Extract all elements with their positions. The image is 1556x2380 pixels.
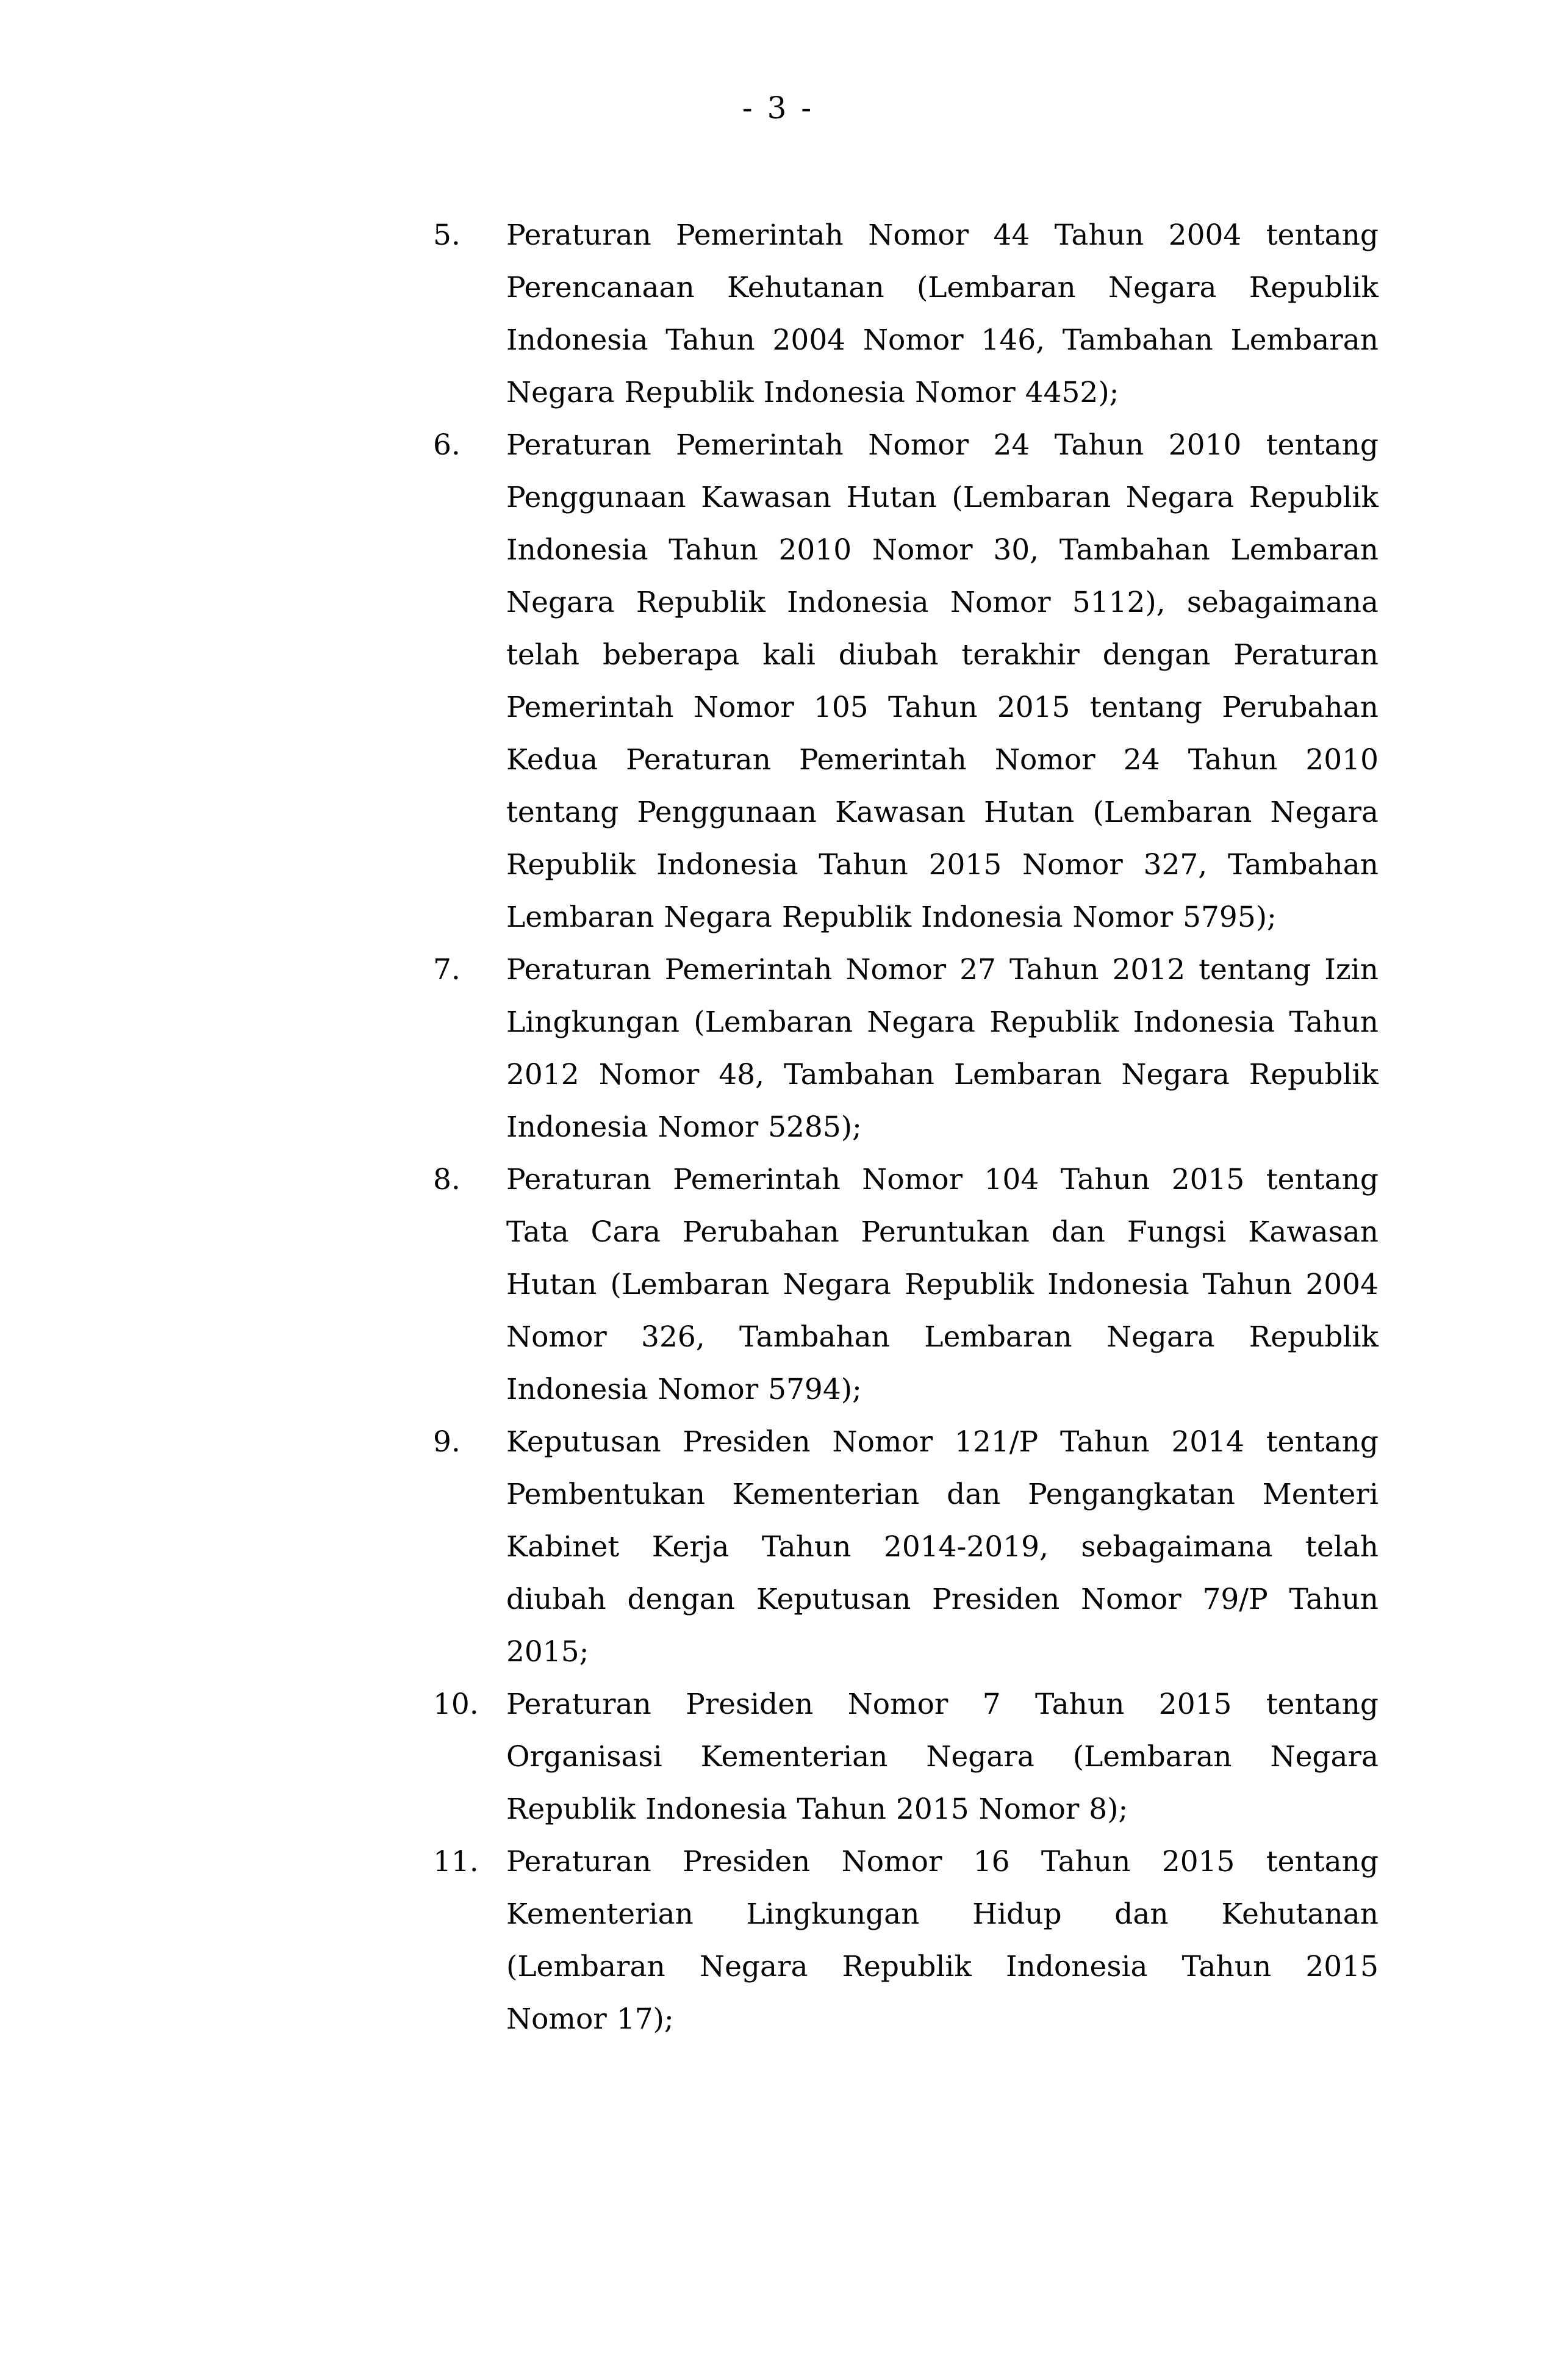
list-item-line: Kementerian Lingkungan Hidup dan Kehutanan — [506, 1897, 1379, 1931]
list-item-line: Peraturan Presiden Nomor 7 Tahun 2015 tentang — [506, 1688, 1379, 1721]
list-item-line: Peraturan Pemerintah Nomor 27 Tahun 2012 tentang Izin — [506, 953, 1379, 987]
list-item — [433, 1416, 1379, 1678]
list-item-line: Keputusan Presiden Nomor 121/P Tahun 2014 tentang — [506, 1425, 1379, 1459]
list-item-line: Republik Indonesia Tahun 2015 Nomor 327, Tambahan — [506, 848, 1379, 882]
list-item-number: 11. — [433, 1845, 479, 1878]
list-item-number: 7. — [433, 953, 461, 987]
list-item-line: Negara Republik Indonesia Nomor 5112), sebagaimana — [506, 586, 1379, 619]
list-item-line: Nomor 326, Tambahan Lembaran Negara Republik — [506, 1320, 1379, 1354]
list-item-line: Peraturan Pemerintah Nomor 104 Tahun 2015 tentang — [506, 1163, 1379, 1196]
list-item — [433, 209, 1379, 419]
list-item-line: Peraturan Presiden Nomor 16 Tahun 2015 tentang — [506, 1845, 1379, 1878]
list-item-number: 8. — [433, 1163, 461, 1196]
list-item-line: Hutan (Lembaran Negara Republik Indonesia Tahun 2004 — [506, 1268, 1379, 1301]
list-item-line: Indonesia Nomor 5285); — [506, 1110, 862, 1144]
list-item-line: Republik Indonesia Tahun 2015 Nomor 8); — [506, 1792, 1128, 1826]
list-item-line: Tata Cara Perubahan Peruntukan dan Fungsi Kawasan — [506, 1215, 1379, 1249]
list-item-line: Kabinet Kerja Tahun 2014-2019, sebagaimana telah — [506, 1530, 1379, 1564]
list-item-line: Peraturan Pemerintah Nomor 24 Tahun 2010 tentang — [506, 428, 1379, 462]
list-item-line: Lingkungan (Lembaran Negara Republik Indonesia Tahun — [506, 1005, 1379, 1039]
list-item-line: tentang Penggunaan Kawasan Hutan (Lembaran Negara — [506, 796, 1379, 829]
list-item-line: Negara Republik Indonesia Nomor 4452); — [506, 376, 1119, 409]
list-item-line: Pemerintah Nomor 105 Tahun 2015 tentang Perubahan — [506, 691, 1379, 724]
list-item-line: Indonesia Tahun 2010 Nomor 30, Tambahan Lembaran — [506, 533, 1379, 567]
list-item-line: Kedua Peraturan Pemerintah Nomor 24 Tahun 2010 — [506, 743, 1379, 777]
list-item-line: Penggunaan Kawasan Hutan (Lembaran Negara Republik — [506, 481, 1379, 514]
list-item-number: 5. — [433, 218, 461, 252]
list-item — [433, 1836, 1379, 2046]
list-item-line: Organisasi Kementerian Negara (Lembaran Negara — [506, 1740, 1379, 1774]
list-item-line: Indonesia Tahun 2004 Nomor 146, Tambahan Lembaran — [506, 323, 1379, 357]
list-item-line: Nomor 17); — [506, 2002, 674, 2036]
list-item-line: 2015; — [506, 1635, 589, 1669]
list-item-line: 2012 Nomor 48, Tambahan Lembaran Negara Republik — [506, 1058, 1379, 1091]
page-number: - 3 - — [742, 90, 814, 126]
list-item — [433, 1678, 1379, 1836]
list-item-number: 9. — [433, 1425, 461, 1459]
list-item-line: diubah dengan Keputusan Presiden Nomor 79/P Tahun — [506, 1583, 1379, 1616]
list-item-line: Pembentukan Kementerian dan Pengangkatan Menteri — [506, 1478, 1379, 1511]
list-item-number: 6. — [433, 428, 461, 462]
legal-considerations-list — [433, 209, 1379, 2046]
list-item-line: Perencanaan Kehutanan (Lembaran Negara Republik — [506, 271, 1379, 304]
list-item-line: telah beberapa kali diubah terakhir dengan Peraturan — [506, 638, 1379, 672]
list-item-line: Indonesia Nomor 5794); — [506, 1373, 862, 1406]
list-item-line: Peraturan Pemerintah Nomor 44 Tahun 2004 tentang — [506, 218, 1379, 252]
list-item-line: Lembaran Negara Republik Indonesia Nomor 5795); — [506, 901, 1277, 934]
list-item-number: 10. — [433, 1688, 479, 1721]
list-item — [433, 944, 1379, 1154]
list-item-line: (Lembaran Negara Republik Indonesia Tahun 2015 — [506, 1950, 1379, 1983]
list-item — [433, 419, 1379, 944]
list-item — [433, 1154, 1379, 1416]
